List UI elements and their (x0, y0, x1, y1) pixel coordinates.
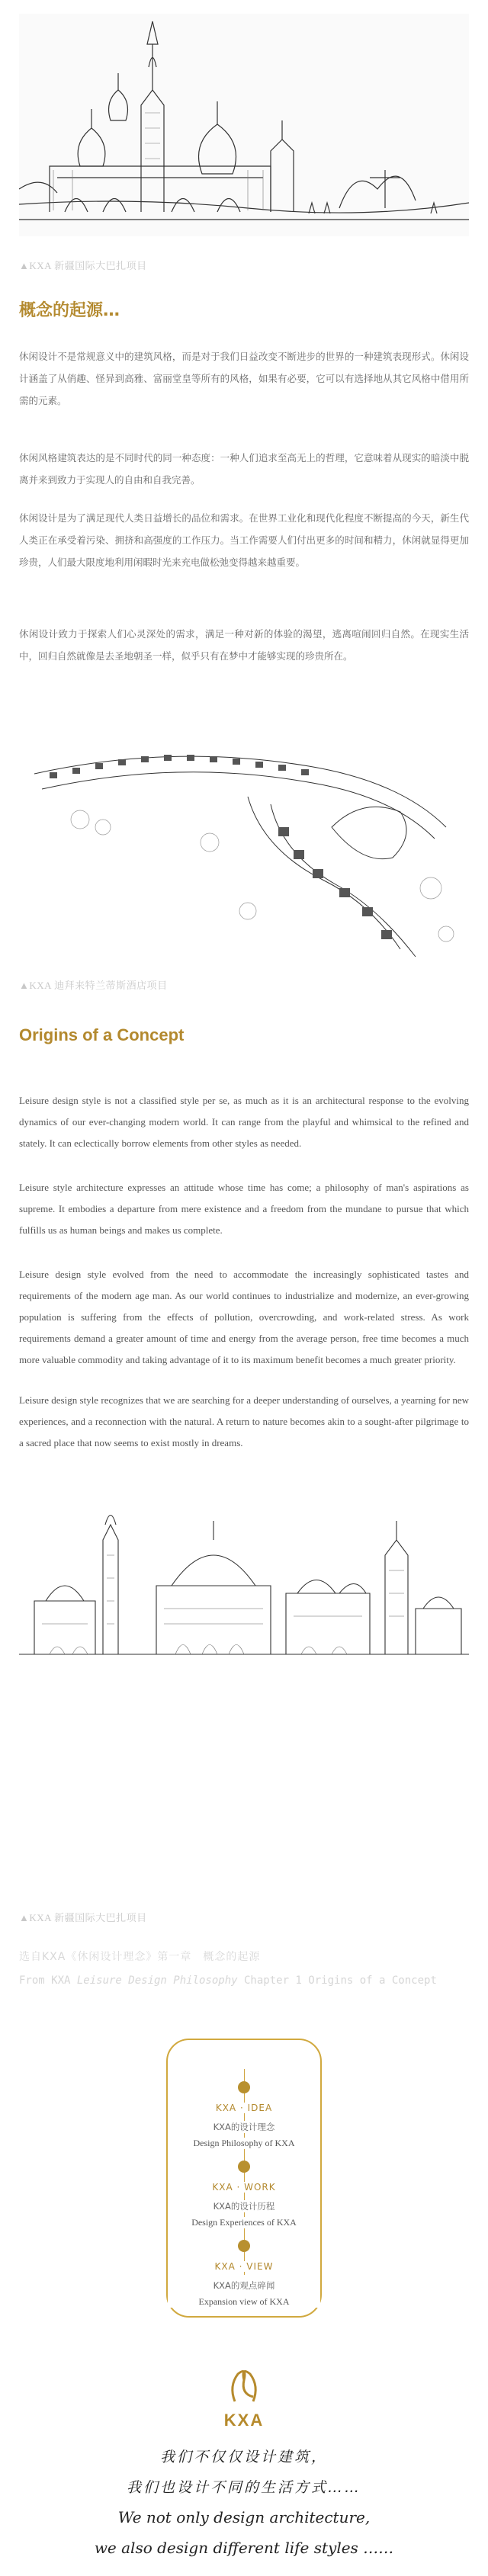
kxa-menu-card (166, 2039, 322, 2318)
bazaar-skyline-sketch-image (19, 1494, 469, 1662)
hero-caption: ▲KXA 新疆国际大巴扎项目 (19, 260, 147, 271)
slogan-cn-2: 我们也设计不同的生活方式…… (126, 2479, 361, 2496)
menu-item-cn: KXA的观点碎闻 (168, 2279, 320, 2292)
menu-item-en: Design Philosophy of KXA (168, 2138, 320, 2149)
palace-sketch-image (19, 14, 469, 236)
menu-item-view[interactable] (168, 2261, 320, 2276)
menu-item-en: Expansion view of KXA (168, 2296, 320, 2308)
source-en-book: Leisure Design Philosophy (76, 1975, 238, 1987)
concept-paragraph-cn-3: 休闲设计是为了满足现代人类日益增长的品位和需求。在世界工业化和现代化程度不断提高的今天，新生代人类正在承受着污染、拥挤和高强度的工作压力。当工作需要人们付出更多的时间和精力，休闲就显得更加珍贵，人们最大限度地利用闲暇时光来充电做松弛变得越来越重要。 (19, 512, 469, 568)
resort-plan-sketch-image (19, 713, 469, 964)
concept-title-cn: 概念的起源… (19, 301, 120, 320)
concept-paragraph-en-1: Leisure design style is not a classified style per se, as much as it is an architectural response to the evolving dynamics of our ever-changing modern world. It can range from the playful and whimsical to the refined and stately. It can eclectically borrow elements from other styles as needed. (19, 1095, 469, 1149)
menu-item-title: KXA · IDEA (168, 2103, 320, 2113)
menu-item-cn: KXA的设计理念 (168, 2121, 320, 2133)
menu-item-en: Design Experiences of KXA (168, 2217, 320, 2228)
menu-item-title: KXA · VIEW (168, 2261, 320, 2272)
menu-item-title: KXA · WORK (168, 2182, 320, 2193)
concept-paragraph-cn-4: 休闲设计致力于探索人们心灵深处的需求，满足一种对新的体验的渴望，逃离喧闹回归自然。在现实生活中，回归自然就像是去圣地朝圣一样，似乎只有在梦中才能够实现的珍贵所在。 (19, 628, 469, 662)
source-cn: 选自KXA《休闲设计理念》第一章 概念的起源 (19, 1951, 261, 1963)
slogan-en-2: we also design different life styles …… (94, 2539, 394, 2557)
timeline-dot (238, 2081, 250, 2093)
concept-paragraph-cn-2: 休闲风格建筑表达的是不同时代的同一种态度：一种人们追求至高无上的哲理，它意味着从现实的暗淡中脱离并来到致力于实现人的自由和自我完善。 (19, 452, 469, 486)
slogan-en-1: We not only design architecture, (117, 2508, 371, 2526)
timeline-dot (238, 2161, 250, 2173)
source-en-suffix: Chapter 1 Origins of a Concept (237, 1975, 437, 1987)
concept-paragraph-en-4: Leisure design style recognizes that we are searching for a deeper understanding of ourselves, a yearning for new experiences, and a reconnection with the natural. A return to nature becomes akin to a sought-after pilgrimage to a sacred place that now seems to exist mostly in dreams. (19, 1394, 469, 1448)
menu-item-work[interactable] (168, 2182, 320, 2197)
concept-paragraph-cn-1: 休闲设计不是常规意义中的建筑风格，而是对于我们日益改变不断进步的世界的一种建筑表现形式。休闲设计涵盖了从俏趣、怪异到高雅、富丽堂皇等所有的风格，如果有必要，它可以有选择地从其它风格中借用所需的元素。 (19, 351, 469, 406)
skyline-caption: ▲KXA 新疆国际大巴扎项目 (19, 1912, 147, 1923)
concept-title-en: Origins of a Concept (19, 1025, 185, 1044)
concept-paragraph-en-3: Leisure design style evolved from the need to accommodate the increasingly sophisticated tastes and requirements of the modern age man. As our world continues to industrialize and modernize, an ever-growing population is suffering from the effects of pollution, overcrowding, and work-related stress. As work requirements demand a greater amount of time and energy from the average person, free time becomes a much more valuable commodity and taking advantage of it to its maximum benefit becomes a much greater priority. (19, 1269, 469, 1365)
kxa-logo-mark (221, 2363, 267, 2409)
concept-paragraph-en-2: Leisure style architecture expresses an attitude whose time has come; a philosophy of man's aspirations as supreme. It embodies a departure from mere existence and a freedom from the mundane to pursue that which fulfills us as human beings and makes us complete. (19, 1182, 469, 1236)
source-en-prefix: From KXA (19, 1975, 77, 1987)
menu-item-idea[interactable] (168, 2103, 320, 2118)
menu-item-cn: KXA的设计历程 (168, 2200, 320, 2212)
timeline-dot (238, 2240, 250, 2252)
plan-caption: ▲KXA 迪拜来特兰蒂斯酒店项目 (19, 980, 168, 991)
kxa-logo-text: KXA (223, 2411, 265, 2430)
source-en (19, 1975, 437, 1987)
slogan-cn-1: 我们不仅仅设计建筑， (159, 2449, 328, 2465)
